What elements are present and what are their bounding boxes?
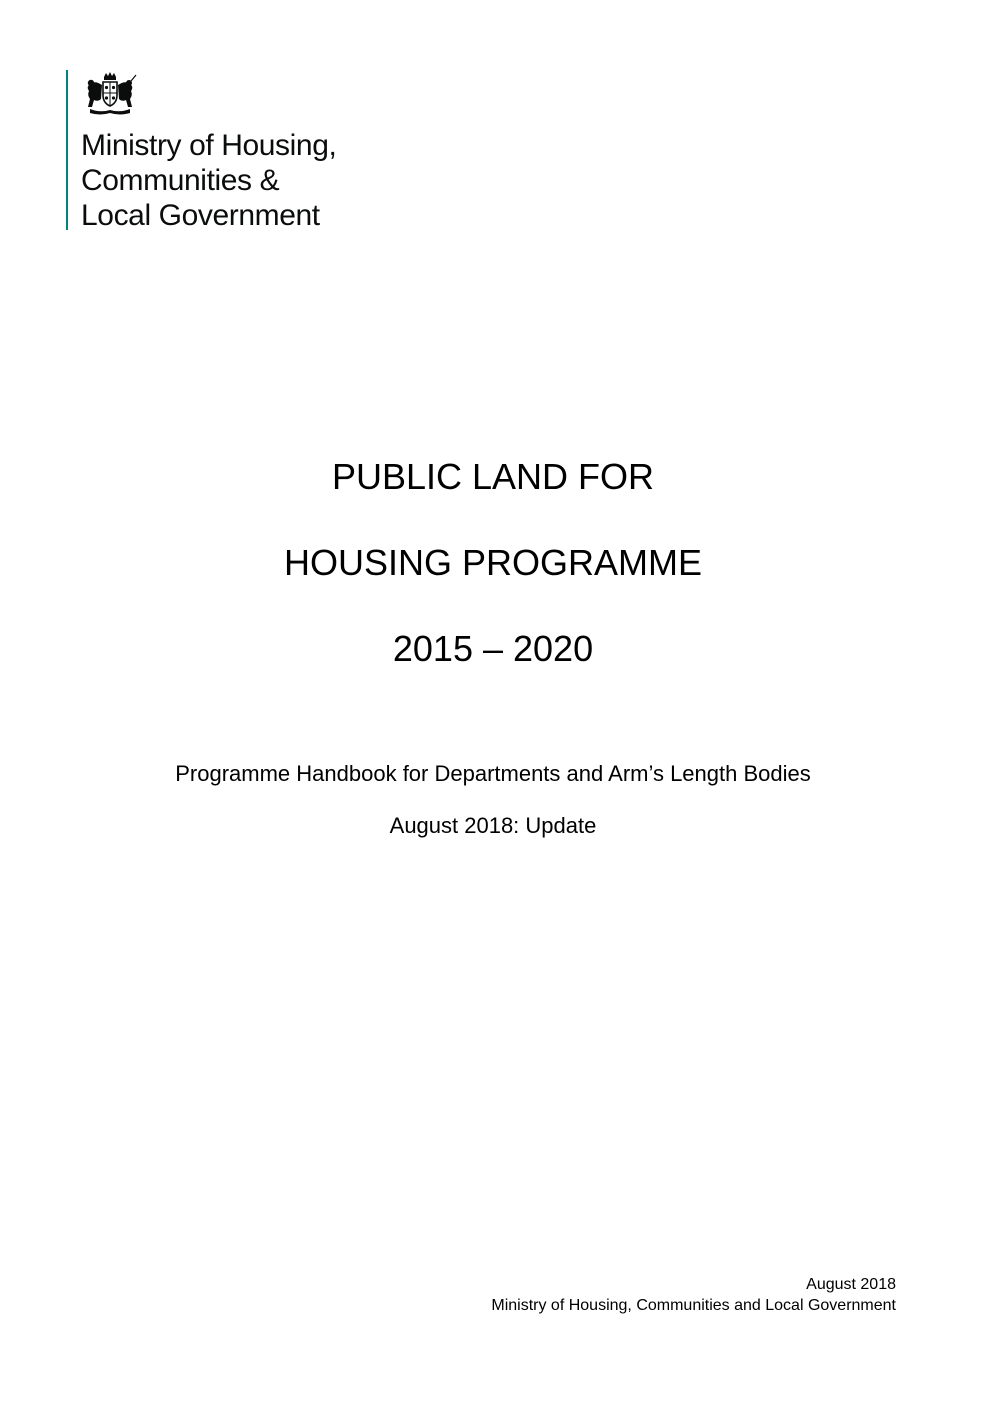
footer-publisher: Ministry of Housing, Communities and Local Government [491, 1297, 896, 1314]
title-line-1: PUBLIC LAND FOR [331, 456, 655, 497]
document-subtitle: Programme Handbook for Departments and Arm’s Length Bodies [175, 761, 811, 786]
title-line-3: 2015 – 2020 [392, 628, 594, 669]
royal-coat-of-arms-icon [80, 71, 140, 117]
footer-date: August 2018 [806, 1276, 896, 1293]
logo-line-3: Local Government [81, 199, 320, 232]
logo-line-2: Communities & [81, 164, 280, 197]
ministry-logo-text [81, 128, 336, 233]
document-footer [491, 1274, 896, 1316]
document-update-note: August 2018: Update [389, 813, 597, 838]
logo-accent-bar [66, 70, 68, 230]
title-line-2: HOUSING PROGRAMME [283, 542, 703, 583]
ministry-logo [66, 70, 376, 230]
logo-line-1: Ministry of Housing, [81, 129, 337, 162]
